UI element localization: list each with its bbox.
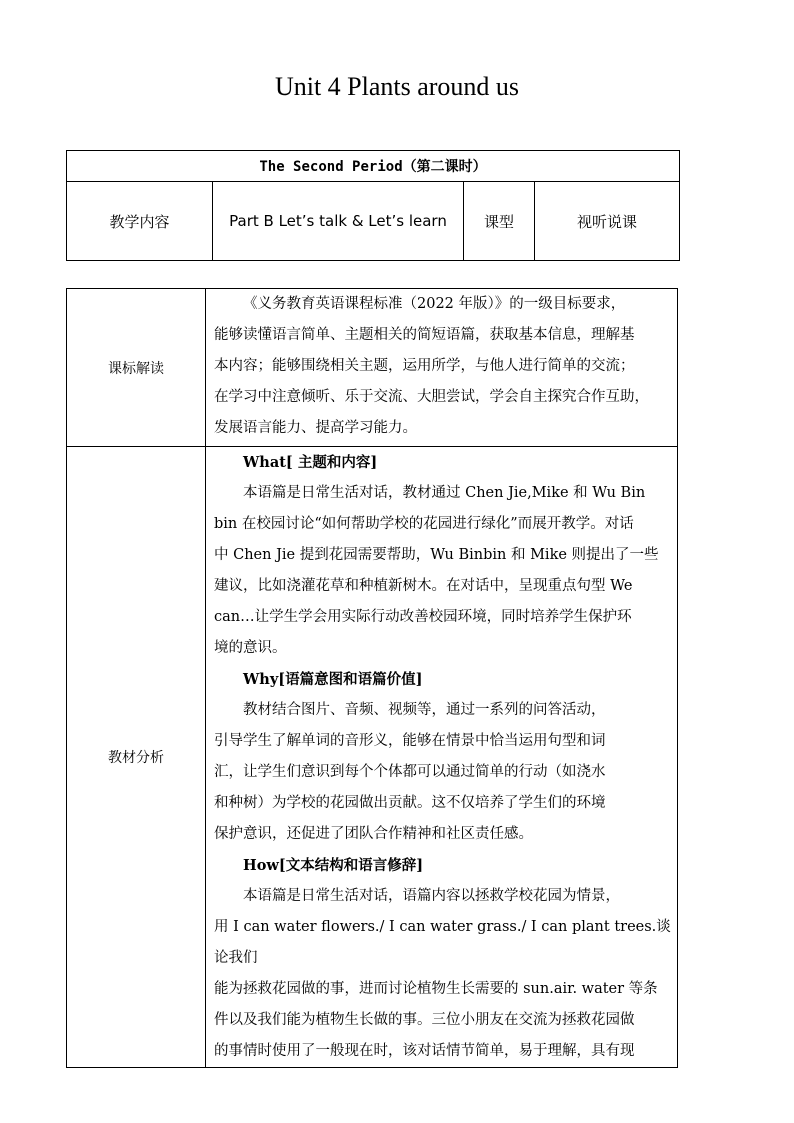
standard-line: 能够读懂语言简单、主题相关的简短语篇，获取基本信息，理解基: [214, 327, 635, 343]
content-value: Part B Let’s talk & Let’s learn: [213, 182, 464, 261]
how-line: 件以及我们能为植物生长做的事。三位小朋友在交流为拯救花园做: [214, 1012, 635, 1028]
why-line: 和种树）为学校的花园做出贡献。这不仅培养了学生们的环境: [214, 795, 606, 811]
why-line: 保护意识，还促进了团队合作精神和社区责任感。: [214, 826, 533, 842]
what-line: 建议，比如浇灌花草和种植新树木。在对话中，呈现重点句型 We: [214, 578, 633, 594]
what-line: 中 Chen Jie 提到花园需要帮助，Wu Binbin 和 Mike 则提出了一些: [214, 547, 659, 563]
type-value: 视听说课: [535, 182, 680, 261]
document-title: Unit 4 Plants around us: [274, 72, 520, 101]
standard-label: 课标解读: [67, 289, 206, 447]
analysis-content: [206, 447, 678, 1068]
content-label: 教学内容: [67, 182, 213, 261]
type-label: 课型: [464, 182, 535, 261]
how-line: 的事情时使用了一般现在时，该对话情节简单，易于理解，具有现: [214, 1043, 635, 1059]
why-heading: Why[语篇意图和语篇价值]: [243, 671, 423, 688]
what-line: can…让学生学会用实际行动改善校园环境，同时培养学生保护环: [214, 609, 632, 625]
how-heading: How[文本结构和语言修辞]: [243, 857, 424, 874]
why-line: 教材结合图片、音频、视频等，通过一系列的问答活动，: [243, 702, 606, 718]
what-line: 本语篇是日常生活对话，教材通过 Chen Jie,Mike 和 Wu Bin: [243, 485, 646, 501]
what-line: bin 在校园讨论“如何帮助学校的花园进行绿化”而展开教学。对话: [214, 516, 634, 532]
standard-content: [206, 289, 678, 447]
standard-line: 发展语言能力、提高学习能力。: [214, 420, 417, 436]
lesson-info-table: [66, 150, 680, 261]
standard-line: 《义务教育英语课程标准（2022 年版）》的一级目标要求，: [243, 296, 626, 312]
standard-line: 在学习中注意倾听、乐于交流、大胆尝试，学会自主探究合作互助，: [214, 389, 649, 405]
period-heading: The Second Period（第二课时）: [67, 151, 680, 182]
analysis-label: 教材分析: [67, 447, 206, 1068]
what-heading: What[ 主题和内容]: [243, 454, 378, 471]
how-line: 能为拯救花园做的事，进而讨论植物生长需要的 sun.air. water 等条: [214, 981, 658, 997]
why-line: 引导学生了解单词的音形义，能够在情景中恰当运用句型和词: [214, 733, 606, 749]
how-line: 用 I can water flowers./ I can water grass./ I can plant trees.谈论我们: [214, 919, 671, 966]
analysis-table: [66, 288, 678, 1068]
standard-line: 本内容；能够围绕相关主题，运用所学，与他人进行简单的交流；: [214, 358, 635, 374]
why-line: 汇，让学生们意识到每个个体都可以通过简单的行动（如浇水: [214, 764, 606, 780]
how-line: 本语篇是日常生活对话，语篇内容以拯救学校花园为情景，: [243, 888, 620, 904]
what-line: 境的意识。: [214, 640, 287, 656]
